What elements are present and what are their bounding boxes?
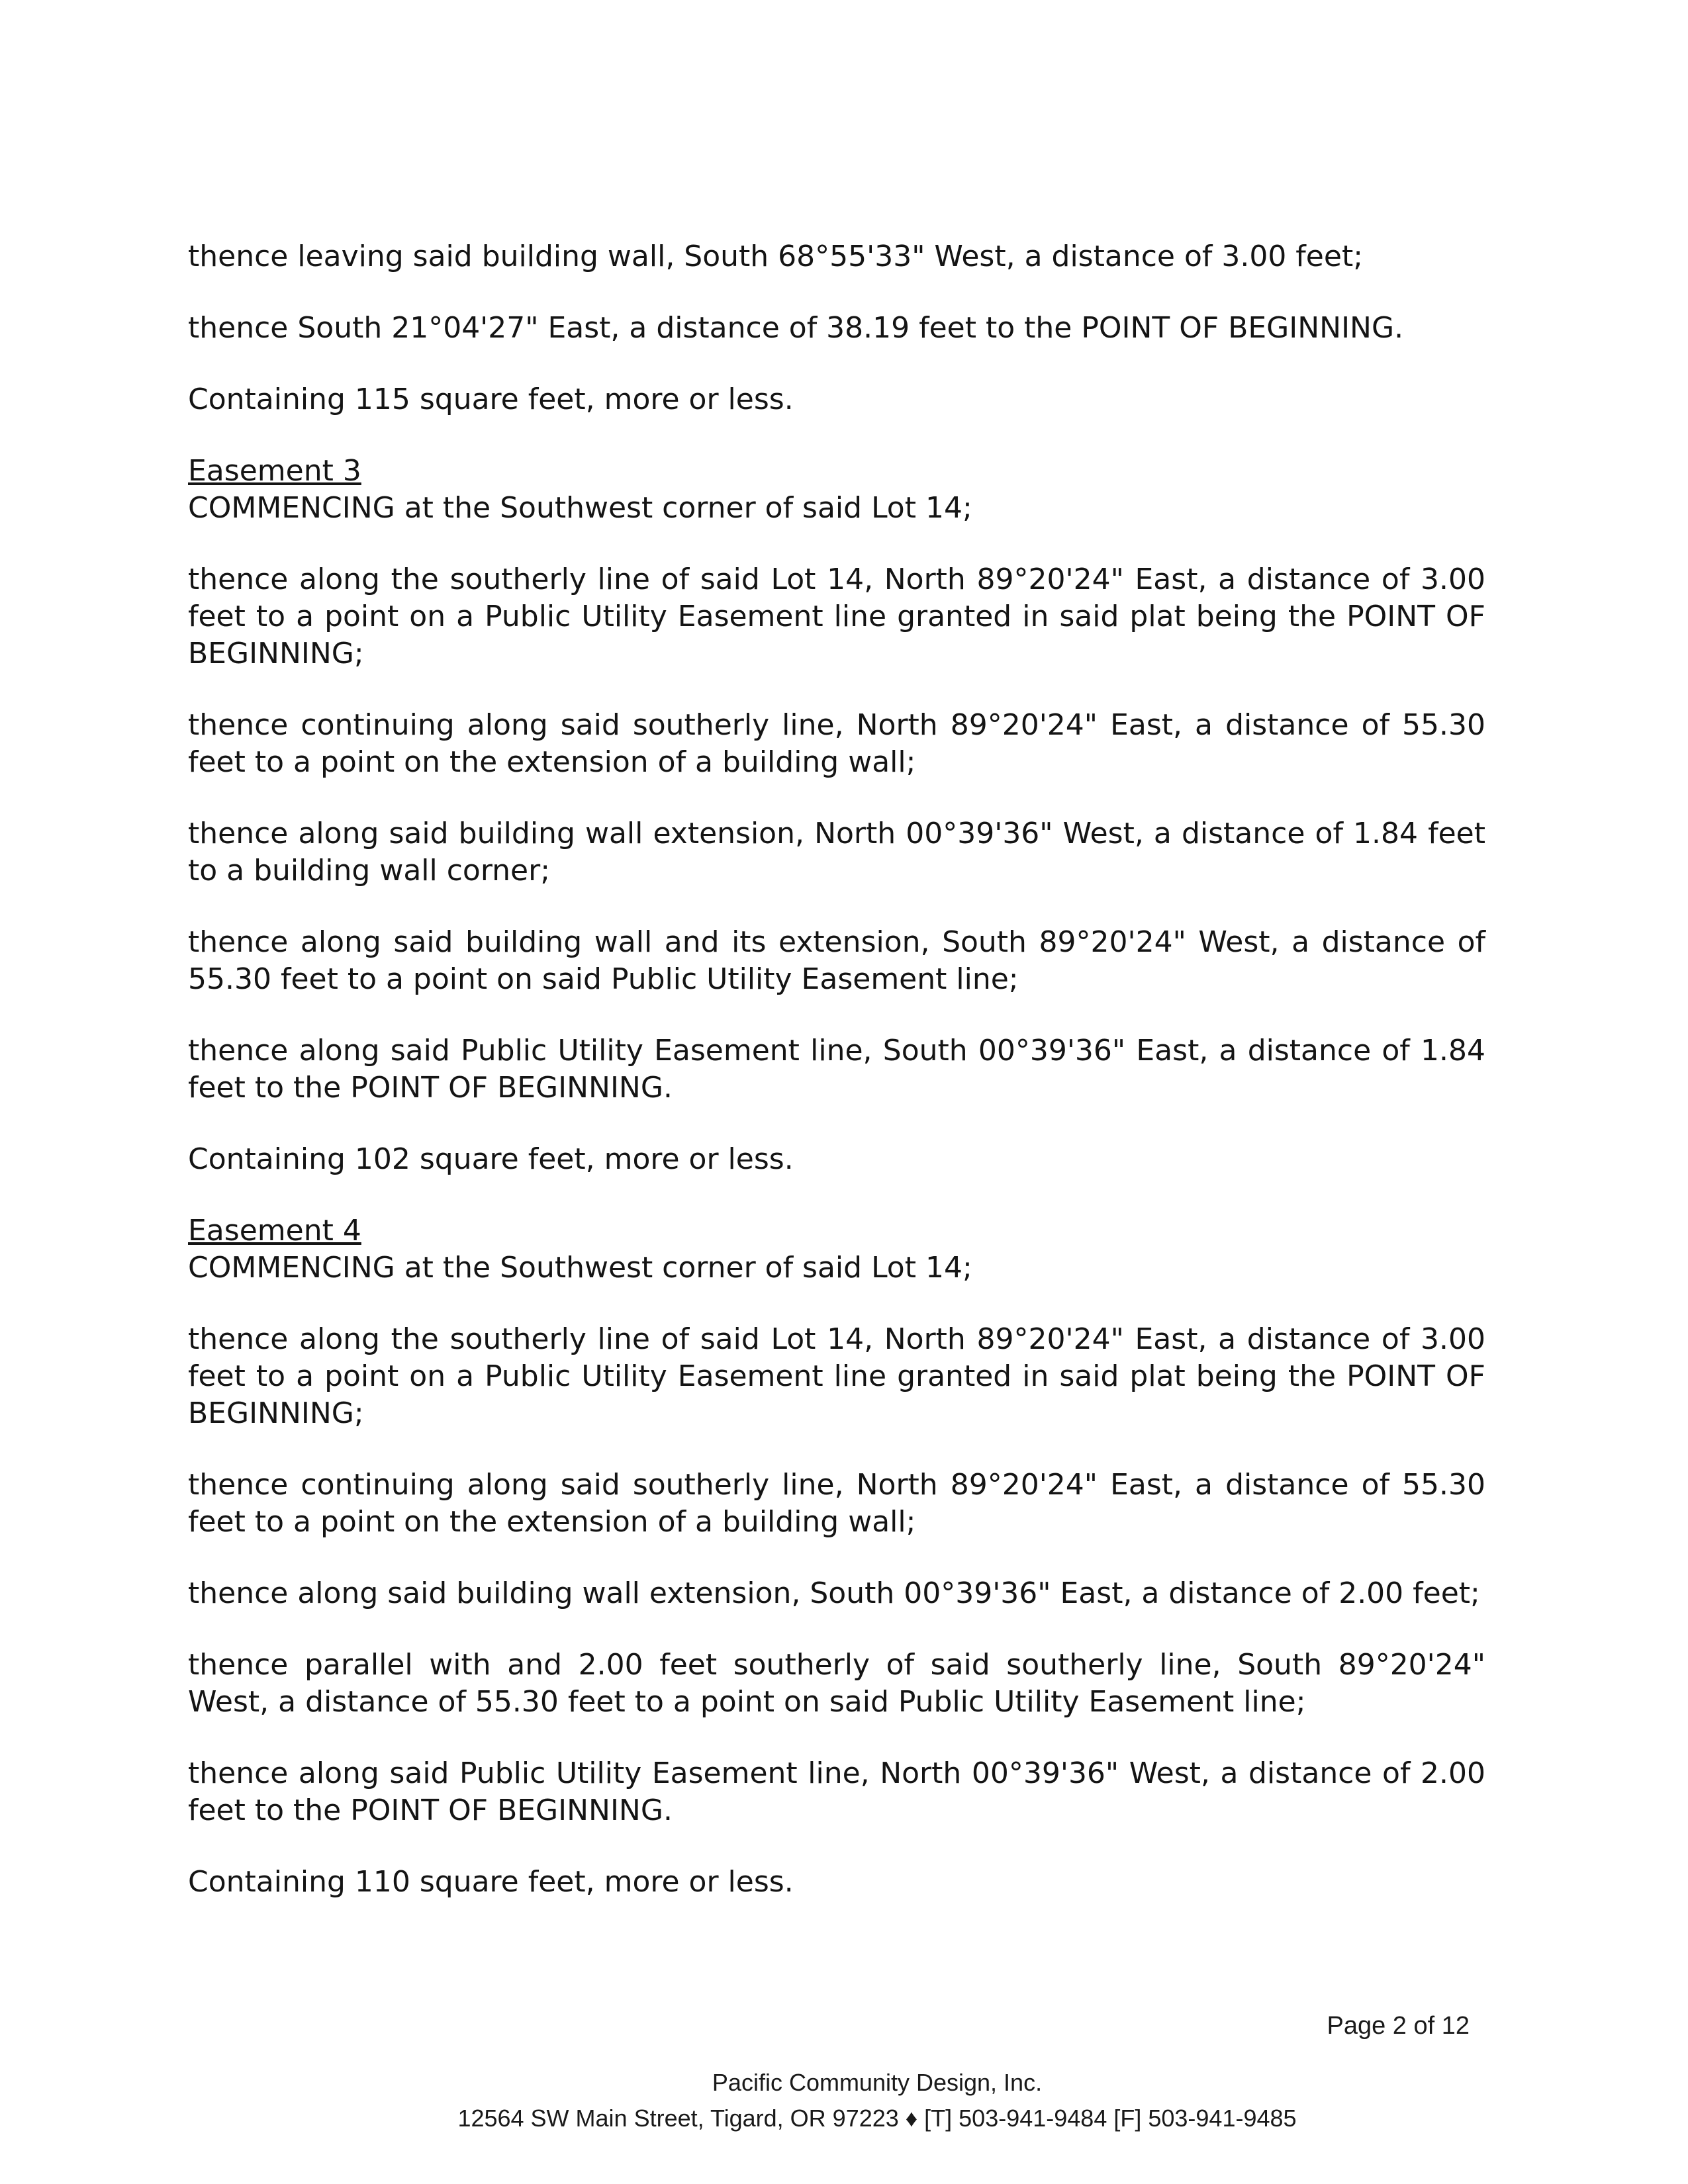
easement-3-commencing: COMMENCING at the Southwest corner of said Lot 14; (188, 491, 972, 525)
page-number: Page 2 of 12 (1327, 2012, 1470, 2040)
easement-3-heading: Easement 3 (188, 454, 361, 488)
paragraph: thence South 21°04'27" East, a distance of 38.19 feet to the POINT OF BEGINNING. (188, 311, 1404, 345)
paragraph: thence along said building wall extension, South 00°39'36" East, a distance of 2.00 feet; (188, 1576, 1480, 1610)
footer-address: 12564 SW Main Street, Tigard, OR 97223 ♦ [T] 503-941-9484 [F] 503-941-9485 (457, 2105, 1297, 2132)
paragraph: thence along the southerly line of said Lot 14, North 89°20'24" East, a distance of 3.00 feet to a point on a Public Utility Easement line granted in said plat being the POINT OF BEGINNING; (188, 1322, 1485, 1430)
page-footer (0, 2065, 1688, 2136)
paragraph: Containing 115 square feet, more or less. (188, 383, 794, 416)
document-body (188, 238, 1485, 1901)
easement-4-heading: Easement 4 (188, 1214, 361, 1248)
paragraph: Containing 110 square feet, more or less. (188, 1865, 794, 1899)
paragraph: thence continuing along said southerly line, North 89°20'24" East, a distance of 55.30 feet to a point on the extension of a building wall; (188, 1468, 1485, 1539)
footer-company: Pacific Community Design, Inc. (712, 2069, 1043, 2096)
paragraph: thence along said building wall and its extension, South 89°20'24" West, a distance of 55.30 feet to a point on said Public Utility Easement line; (188, 925, 1485, 996)
paragraph: thence continuing along said southerly line, North 89°20'24" East, a distance of 55.30 feet to a point on the extension of a building wall; (188, 708, 1485, 779)
paragraph: thence parallel with and 2.00 feet southerly of said southerly line, South 89°20'24" West, a distance of 55.30 feet to a point on said Public Utility Easement line; (188, 1648, 1485, 1719)
paragraph: thence along said Public Utility Easement line, North 00°39'36" West, a distance of 2.00 feet to the POINT OF BEGINNING. (188, 1756, 1485, 1827)
paragraph: thence along the southerly line of said Lot 14, North 89°20'24" East, a distance of 3.00 feet to a point on a Public Utility Easement line granted in said plat being the POINT OF BEGINNING; (188, 563, 1485, 670)
paragraph: thence along said Public Utility Easement line, South 00°39'36" East, a distance of 1.84 feet to the POINT OF BEGINNING. (188, 1034, 1485, 1105)
paragraph: thence leaving said building wall, South 68°55'33" West, a distance of 3.00 feet; (188, 240, 1364, 273)
easement-4-commencing: COMMENCING at the Southwest corner of said Lot 14; (188, 1251, 972, 1285)
paragraph: Containing 102 square feet, more or less. (188, 1142, 794, 1176)
paragraph: thence along said building wall extension, North 00°39'36" West, a distance of 1.84 feet to a building wall corner; (188, 817, 1485, 887)
